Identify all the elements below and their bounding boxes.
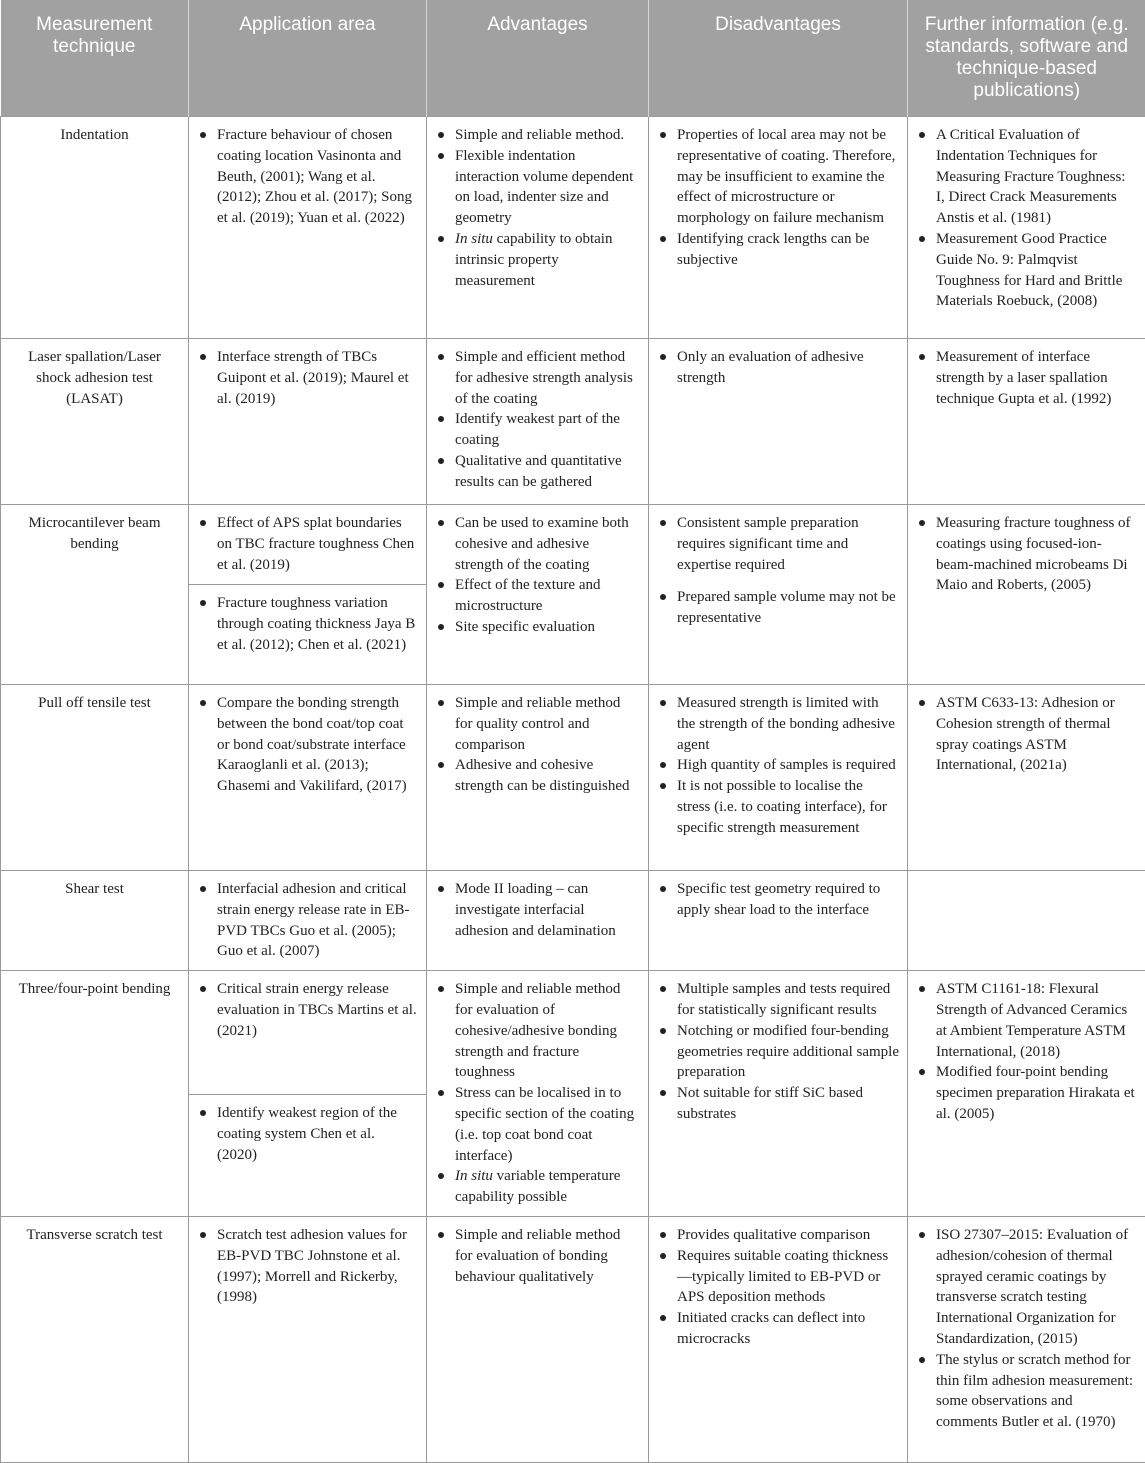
header-measurement-technique: Measurement technique bbox=[1, 0, 189, 117]
list-item: Identify weakest region of the coating system Chen et al. (2020) bbox=[199, 1103, 418, 1165]
disadvantages-cell bbox=[649, 1216, 908, 1462]
list-item bbox=[437, 229, 640, 291]
application-cell bbox=[189, 685, 427, 871]
disadvantages-cell bbox=[649, 871, 908, 971]
list-item: Simple and reliable method. bbox=[437, 125, 640, 146]
list-item-text: capability to obtain intrinsic property measurement bbox=[455, 231, 612, 289]
table-row bbox=[1, 117, 1145, 339]
header-application-area: Application area bbox=[189, 0, 427, 117]
disadvantages-cell bbox=[649, 971, 908, 1217]
header-advantages: Advantages bbox=[427, 0, 649, 117]
list-item: The stylus or scratch method for thin film adhesion measurement: some observations and comments Butler et al. (1970) bbox=[918, 1350, 1137, 1433]
application-cell bbox=[189, 585, 427, 685]
list-item: Simple and efficient method for adhesive strength analysis of the coating bbox=[437, 347, 640, 409]
further-info-cell bbox=[908, 971, 1145, 1217]
list-item: Fracture toughness variation through coating thickness Jaya B et al. (2012); Chen et al. (2021) bbox=[199, 593, 418, 655]
list-item: High quantity of samples is required bbox=[659, 755, 899, 776]
list-item: Multiple samples and tests required for statistically significant results bbox=[659, 979, 899, 1021]
advantages-cell bbox=[427, 1216, 649, 1462]
list-item: Interfacial adhesion and critical strain energy release rate in EB-PVD TBCs Guo et al. (2005); Guo et al. (2007) bbox=[199, 879, 418, 962]
list-item: Prepared sample volume may not be representative bbox=[659, 587, 899, 629]
application-cell bbox=[189, 1216, 427, 1462]
list-item: Scratch test adhesion values for EB-PVD TBC Johnstone et al. (1997); Morrell and Rickerby, (1998) bbox=[199, 1225, 418, 1308]
further-info-cell bbox=[908, 339, 1145, 505]
technique-cell: Three/four-point bending bbox=[1, 971, 189, 1217]
list-item: It is not possible to localise the stress (i.e. to coating interface), for specific strength measurement bbox=[659, 776, 899, 838]
list-item: Initiated cracks can deflect into microcracks bbox=[659, 1308, 899, 1350]
list-item: Properties of local area may not be representative of coating. Therefore, may be insufficient to examine the effect of microstructure or morphology on failure mechanism bbox=[659, 125, 899, 229]
advantages-cell bbox=[427, 339, 649, 505]
technique-cell: Transverse scratch test bbox=[1, 1216, 189, 1462]
list-item: ASTM C633-13: Adhesion or Cohesion strength of thermal spray coatings ASTM International, (2021a) bbox=[918, 693, 1137, 776]
list-item: Adhesive and cohesive strength can be distinguished bbox=[437, 755, 640, 797]
table-row bbox=[1, 1216, 1145, 1462]
list-item: Notching or modified four-bending geometries require additional sample preparation bbox=[659, 1021, 899, 1083]
further-info-cell bbox=[908, 871, 1145, 971]
list-item: Simple and reliable method for evaluation of bonding behaviour qualitatively bbox=[437, 1225, 640, 1287]
further-info-cell bbox=[908, 685, 1145, 871]
list-item: Effect of the texture and microstructure bbox=[437, 575, 640, 617]
header-row bbox=[1, 0, 1145, 117]
application-cell bbox=[189, 117, 427, 339]
list-item: ISO 27307–2015: Evaluation of adhesion/cohesion of thermal sprayed ceramic coatings by transverse scratch testing International Organization for Standardization, (2015) bbox=[918, 1225, 1137, 1350]
technique-cell: Pull off tensile test bbox=[1, 685, 189, 871]
advantages-cell bbox=[427, 505, 649, 685]
list-item: Effect of APS splat boundaries on TBC fracture toughness Chen et al. (2019) bbox=[199, 513, 418, 575]
further-info-cell bbox=[908, 505, 1145, 685]
list-item: Stress can be localised in to specific section of the coating (i.e. top coat bond coat interface) bbox=[437, 1083, 640, 1166]
list-item: Measurement Good Practice Guide No. 9: Palmqvist Toughness for Hard and Brittle Materials Roebuck, (2008) bbox=[918, 229, 1137, 312]
list-item: Identify weakest part of the coating bbox=[437, 409, 640, 451]
technique-cell: Laser spallation/Laser shock adhesion test (LASAT) bbox=[1, 339, 189, 505]
list-item: Requires suitable coating thickness—typically limited to EB-PVD or APS deposition methods bbox=[659, 1246, 899, 1308]
technique-cell: Indentation bbox=[1, 117, 189, 339]
list-item: Identifying crack lengths can be subjective bbox=[659, 229, 899, 271]
application-cell bbox=[189, 871, 427, 971]
header-further-information: Further information (e.g. standards, software and technique-based publications) bbox=[908, 0, 1145, 117]
list-item: Measured strength is limited with the strength of the bonding adhesive agent bbox=[659, 693, 899, 755]
list-item: Mode II loading – can investigate interfacial adhesion and delamination bbox=[437, 879, 640, 941]
list-item: Compare the bonding strength between the bond coat/top coat or bond coat/substrate interface Karaoglanli et al. (2013); Ghasemi and Vakilifard, (2017) bbox=[199, 693, 418, 797]
list-item: Not suitable for stiff SiC based substrates bbox=[659, 1083, 899, 1125]
list-item: Specific test geometry required to apply shear load to the interface bbox=[659, 879, 899, 921]
disadvantages-cell bbox=[649, 505, 908, 685]
list-item: Measuring fracture toughness of coatings using focused-ion-beam-machined microbeams Di Maio and Roberts, (2005) bbox=[918, 513, 1137, 596]
table-row bbox=[1, 871, 1145, 971]
list-item: Fracture behaviour of chosen coating location Vasinonta and Beuth, (2001); Wang et al. (2012); Zhou et al. (2017); Song et al. (2019); Yuan et al. (2022) bbox=[199, 125, 418, 229]
list-item: Only an evaluation of adhesive strength bbox=[659, 347, 899, 389]
advantages-cell bbox=[427, 971, 649, 1217]
list-item: Interface strength of TBCs Guipont et al. (2019); Maurel et al. (2019) bbox=[199, 347, 418, 409]
technique-cell: Shear test bbox=[1, 871, 189, 971]
application-cell bbox=[189, 339, 427, 505]
table-row bbox=[1, 339, 1145, 505]
advantages-cell bbox=[427, 871, 649, 971]
list-item: ASTM C1161-18: Flexural Strength of Advanced Ceramics at Ambient Temperature ASTM International, (2018) bbox=[918, 979, 1137, 1062]
further-info-cell bbox=[908, 117, 1145, 339]
list-item: Can be used to examine both cohesive and adhesive strength of the coating bbox=[437, 513, 640, 575]
advantages-cell bbox=[427, 685, 649, 871]
list-item: Simple and reliable method for quality control and comparison bbox=[437, 693, 640, 755]
list-item: Simple and reliable method for evaluation of cohesive/adhesive bonding strength and fracture toughness bbox=[437, 979, 640, 1083]
list-item: Site specific evaluation bbox=[437, 617, 640, 638]
table-row bbox=[1, 971, 1145, 1095]
italic-term: In situ bbox=[455, 231, 493, 247]
list-item: Modified four-point bending specimen preparation Hirakata et al. (2005) bbox=[918, 1062, 1137, 1124]
list-item: Provides qualitative comparison bbox=[659, 1225, 899, 1246]
disadvantages-cell bbox=[649, 339, 908, 505]
disadvantages-cell bbox=[649, 117, 908, 339]
application-cell bbox=[189, 971, 427, 1095]
technique-cell: Microcantilever beam bending bbox=[1, 505, 189, 685]
list-item: Consistent sample preparation requires significant time and expertise required bbox=[659, 513, 899, 575]
list-item: Measurement of interface strength by a laser spallation technique Gupta et al. (1992) bbox=[918, 347, 1137, 409]
list-item: A Critical Evaluation of Indentation Techniques for Measuring Fracture Toughness: I, Direct Crack Measurements Anstis et al. (1981) bbox=[918, 125, 1137, 229]
application-cell bbox=[189, 1095, 427, 1217]
list-item-text: variable temperature capability possible bbox=[455, 1168, 620, 1205]
list-item: Qualitative and quantitative results can be gathered bbox=[437, 451, 640, 493]
header-disadvantages: Disadvantages bbox=[649, 0, 908, 117]
list-item: Critical strain energy release evaluation in TBCs Martins et al. (2021) bbox=[199, 979, 418, 1041]
application-cell bbox=[189, 505, 427, 585]
disadvantages-cell bbox=[649, 685, 908, 871]
table-row bbox=[1, 505, 1145, 585]
italic-term: In situ bbox=[455, 1168, 493, 1184]
table-row bbox=[1, 685, 1145, 871]
further-info-cell bbox=[908, 1216, 1145, 1462]
advantages-cell bbox=[427, 117, 649, 339]
list-item bbox=[437, 1166, 640, 1208]
list-item: Flexible indentation interaction volume dependent on load, indenter size and geometry bbox=[437, 146, 640, 229]
